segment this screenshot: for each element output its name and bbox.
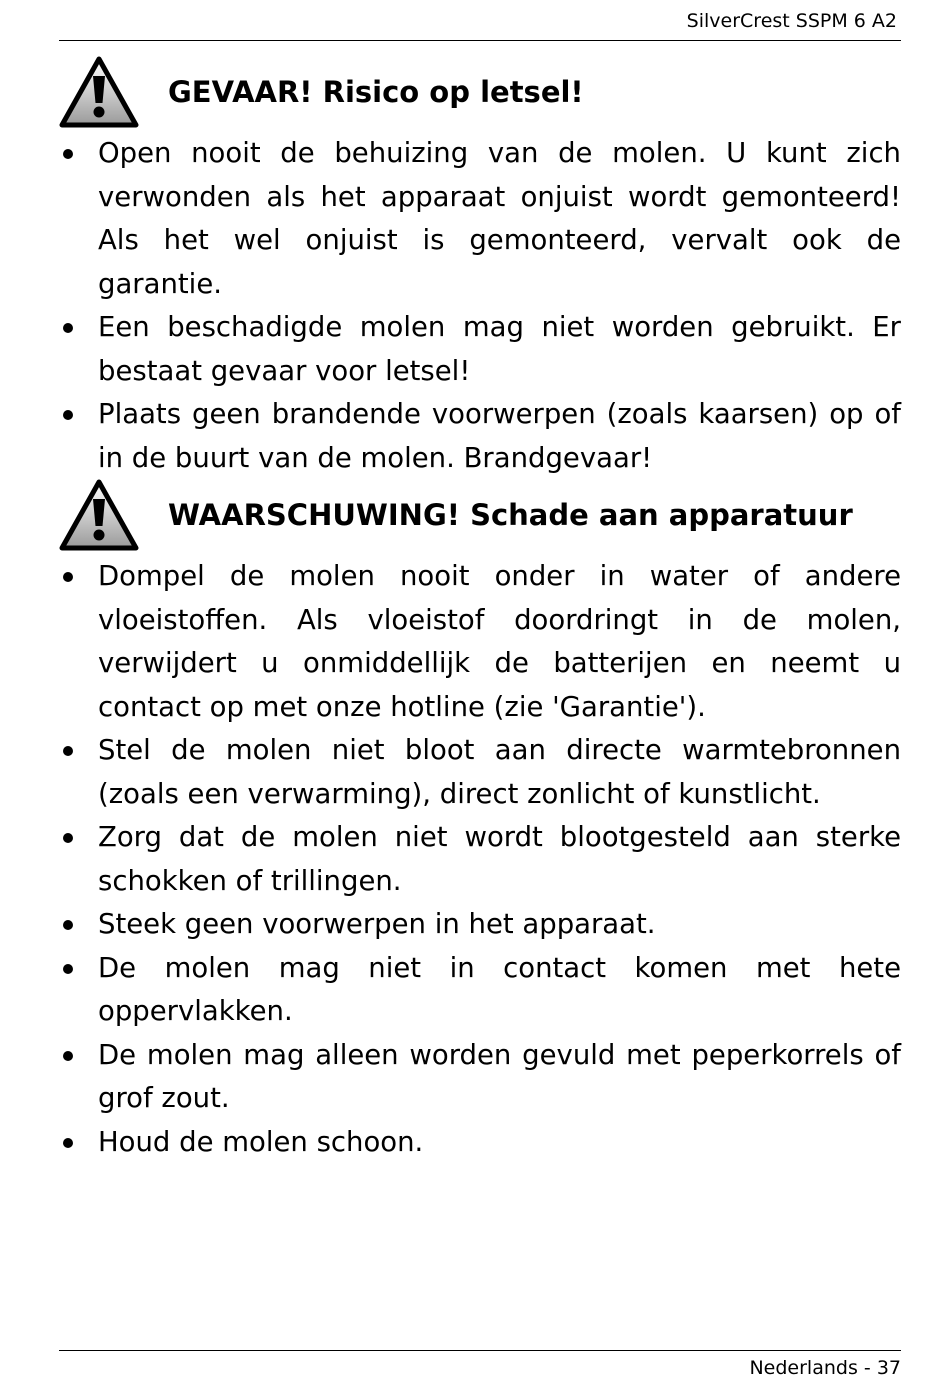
bullet-icon: [63, 746, 73, 756]
footer-rule: [59, 1350, 901, 1351]
footer-language: Nederlands: [749, 1357, 858, 1379]
list-item: Open nooit de behuizing van de molen. U kunt zich verwonden als het apparaat onjuist wordt gemonteerd! Als het wel onjuist is gemonteerd, vervalt ook de garantie.: [59, 132, 901, 306]
list-item: De molen mag alleen worden gevuld met peperkorrels of grof zout.: [59, 1034, 901, 1121]
danger-section: [59, 56, 901, 480]
list-item: Stel de molen niet bloot aan directe warmtebronnen (zoals een verwarming), direct zonlicht of kunstlicht.: [59, 729, 901, 816]
warning-triangle-icon: [59, 56, 139, 128]
bullet-icon: [63, 323, 73, 333]
bullet-icon: [63, 572, 73, 582]
list-item: Zorg dat de molen niet wordt blootgesteld aan sterke schokken of trillingen.: [59, 816, 901, 903]
list-item: Plaats geen brandende voorwerpen (zoals kaarsen) op of in de buurt van de molen. Brandgevaar!: [59, 393, 901, 480]
danger-heading-row: [59, 56, 901, 132]
bullet-icon: [63, 964, 73, 974]
list-item: Dompel de molen nooit onder in water of andere vloeistoffen. Als vloeistof doordringt in de molen, verwijdert u onmiddellijk de batterijen en neemt u contact op met onze hotline (zie 'Garantie').: [59, 555, 901, 729]
footer-separator: -: [863, 1357, 871, 1379]
warning-section: [59, 479, 901, 1164]
page-footer: [749, 1356, 901, 1380]
bullet-icon: [63, 1138, 73, 1148]
warning-bullet-list: [59, 555, 901, 1164]
danger-bullet-list: [59, 132, 901, 480]
bullet-icon: [63, 920, 73, 930]
page-number: 37: [876, 1357, 901, 1379]
warning-heading-row: [59, 479, 901, 555]
bullet-icon: [63, 1051, 73, 1061]
bullet-icon: [63, 410, 73, 420]
list-item: Een beschadigde molen mag niet worden gebruikt. Er bestaat gevaar voor letsel!: [59, 306, 901, 393]
running-header: SilverCrest SSPM 6 A2: [686, 10, 897, 32]
header-rule: [59, 40, 901, 41]
bullet-icon: [63, 149, 73, 159]
bullet-icon: [63, 833, 73, 843]
list-item: Steek geen voorwerpen in het apparaat.: [59, 903, 901, 947]
list-item: Houd de molen schoon.: [59, 1121, 901, 1165]
list-item: De molen mag niet in contact komen met hete oppervlakken.: [59, 947, 901, 1034]
warning-heading: WAARSCHUWING! Schade aan apparatuur: [168, 498, 853, 532]
danger-heading: GEVAAR! Risico op letsel!: [168, 75, 584, 109]
warning-triangle-icon: [59, 479, 139, 551]
